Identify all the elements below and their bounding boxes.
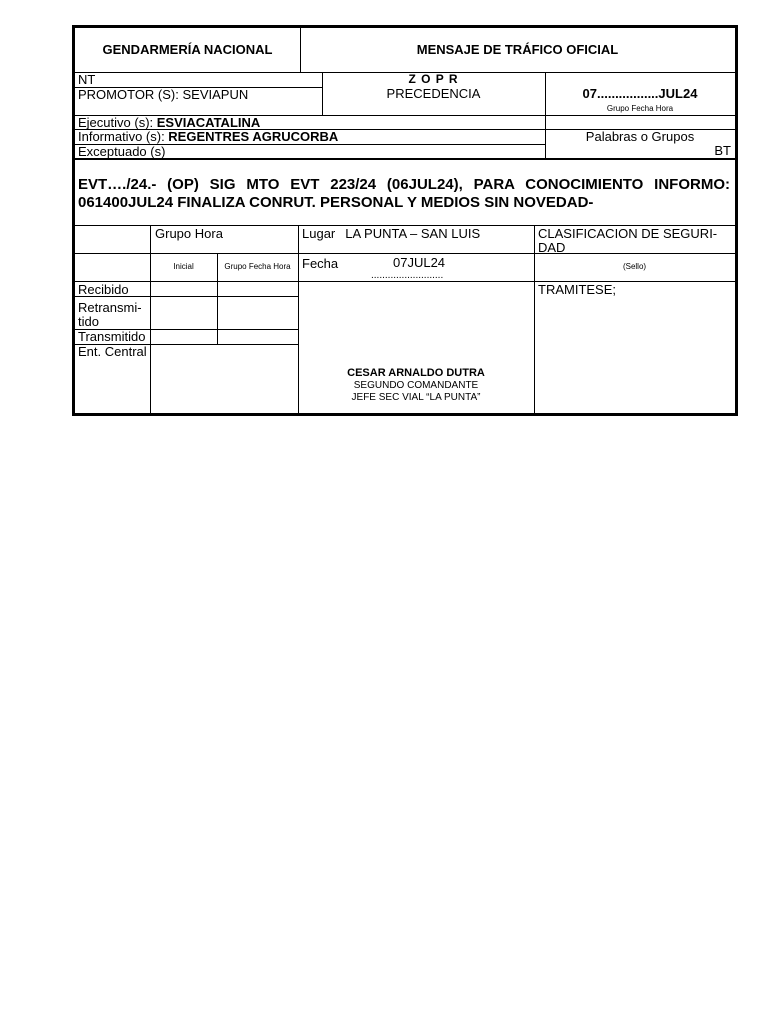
lugar-field [302,227,480,240]
informativo-field [78,130,338,143]
palabras-label: Palabras o Grupos [585,129,695,144]
traffic-message-form [72,25,738,416]
line-h-225 [75,253,735,254]
ejecutivo-value: ESVIACATALINA [156,115,261,130]
retransmitido-line1: Retransmi- [78,300,142,315]
fecha-label: Fecha [302,256,339,271]
message-text: EVT…./24.- (OP) SIG MTO EVT 223/24 (06JUL24), PARA CONOCIMIENTO INFORMO: 061400JUL24 FINALIZA CONRUT. PERSONAL Y MEDIOS SIN NOVEDAD- [78,176,730,211]
document-title: MENSAJE DE TRÁFICO OFICIAL [416,42,619,57]
nt-label: NT [78,72,96,87]
clasificacion-line2: DAD [538,240,566,255]
palabras-value: BT [714,143,731,158]
ejecutivo-label: Ejecutivo (s): [78,115,157,130]
transmitido-label: Transmitido [78,329,146,344]
line-h-253 [75,281,735,282]
grupo-fecha-hora-label: Grupo Fecha Hora [224,262,291,271]
fecha-dots: .......................... [371,270,444,281]
informativo-label: Informativo (s): [78,129,169,144]
signer-role: JEFE SEC VIAL “LA PUNTA” [351,392,481,403]
signer-name: CESAR ARNALDO DUTRA [347,367,485,379]
signer-rank: SEGUNDO COMANDANTE [353,380,479,391]
lugar-label: Lugar [302,226,336,241]
org-name: GENDARMERÍA NACIONAL [102,42,273,57]
exceptuado-label: Exceptuado (s) [78,144,166,159]
ejecutivo-field [78,116,260,129]
group-date-caption: Grupo Fecha Hora [606,104,674,113]
clasificacion-line1: CLASIFICACION DE SEGURI- [538,226,718,241]
promotor-field: PROMOTOR (S): SEVIAPUN [78,87,249,102]
line-h-130 [75,158,735,160]
sello-label: (Sello) [622,262,647,271]
recibido-label: Recibido [78,282,129,297]
fecha-value: 07JUL24 [393,255,446,270]
tramitese-label: TRAMITESE; [538,282,617,297]
retransmitido-line2: tido [78,314,99,329]
informativo-value: REGENTRES AGRUCORBA [168,129,339,144]
group-date-value: 07.................JUL24 [582,86,698,101]
inicial-label: Inicial [173,262,194,271]
precedencia-label: PRECEDENCIA [386,86,481,101]
zopr-label: Z O P R [408,72,459,86]
lugar-value: LA PUNTA – SAN LUIS [345,226,481,241]
grupo-hora-label: Grupo Hora [155,226,223,241]
form-grid [75,28,735,413]
ent-central-label: Ent. Central [78,344,147,359]
